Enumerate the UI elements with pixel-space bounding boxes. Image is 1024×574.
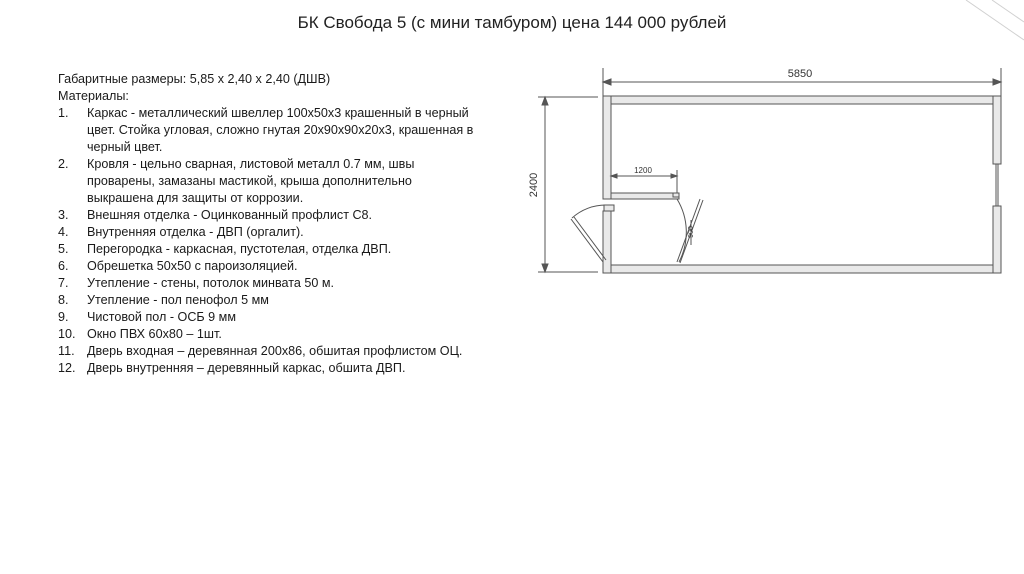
- list-item: 12. Дверь внутренняя – деревянный каркас, обшита ДВП.: [58, 361, 406, 375]
- list-item: 4. Внутренняя отделка - ДВП (оргалит).: [58, 225, 304, 239]
- materials-heading: Материалы:: [58, 89, 129, 103]
- dimensions-line: Габаритные размеры: 5,85 х 2,40 х 2,40 (ДШВ): [58, 72, 331, 86]
- list-item: 11. Дверь входная – деревянная 200х86, обшитая профлистом ОЦ.: [58, 344, 463, 358]
- list-item: 8. Утепление - пол пенофол 5 мм: [58, 293, 269, 307]
- vestibule-partition: [611, 193, 679, 199]
- window: [996, 164, 998, 206]
- list-item: 1. Каркас - металлический швеллер 100х50х3 крашенный в черный цвет. Стойка угловая, сложно гнутая 20х90х90х20х3, крашенная в черный цвет.: [58, 106, 474, 154]
- list-item: 9. Чистовой пол - ОСБ 9 мм: [58, 310, 237, 324]
- list-item: 2. Кровля - цельно сварная, листовой металл 0.7 мм, швы проварены, замазаны мастикой, крыша дополнительно выкрашена для защиты от коррозии.: [58, 157, 415, 205]
- list-item: 7. Утепление - стены, потолок минвата 50 м.: [58, 276, 335, 290]
- vestibule-label: 1200: [634, 166, 652, 175]
- list-item: 10. Окно ПВХ 60х80 – 1шт.: [58, 327, 222, 341]
- list-item: 3. Внешняя отделка - Оцинкованный профлист С8.: [58, 208, 373, 222]
- door-label: 900: [688, 226, 695, 238]
- list-item: 6. Обрешетка 50х50 с пароизоляцией.: [58, 259, 298, 273]
- width-label: 2400: [528, 172, 540, 198]
- floor-plan-drawing: [520, 60, 1010, 290]
- materials-list: [58, 105, 513, 377]
- container-walls: [603, 96, 1001, 273]
- list-item: 5. Перегородка - каркасная, пустотелая, отделка ДВП.: [58, 242, 392, 256]
- description-block: [58, 71, 513, 377]
- width-dimension: [538, 97, 598, 272]
- slide-title: БК Свобода 5 (с мини тамбуром) цена 144 000 рублей: [297, 13, 727, 32]
- length-label: 5850: [787, 68, 813, 80]
